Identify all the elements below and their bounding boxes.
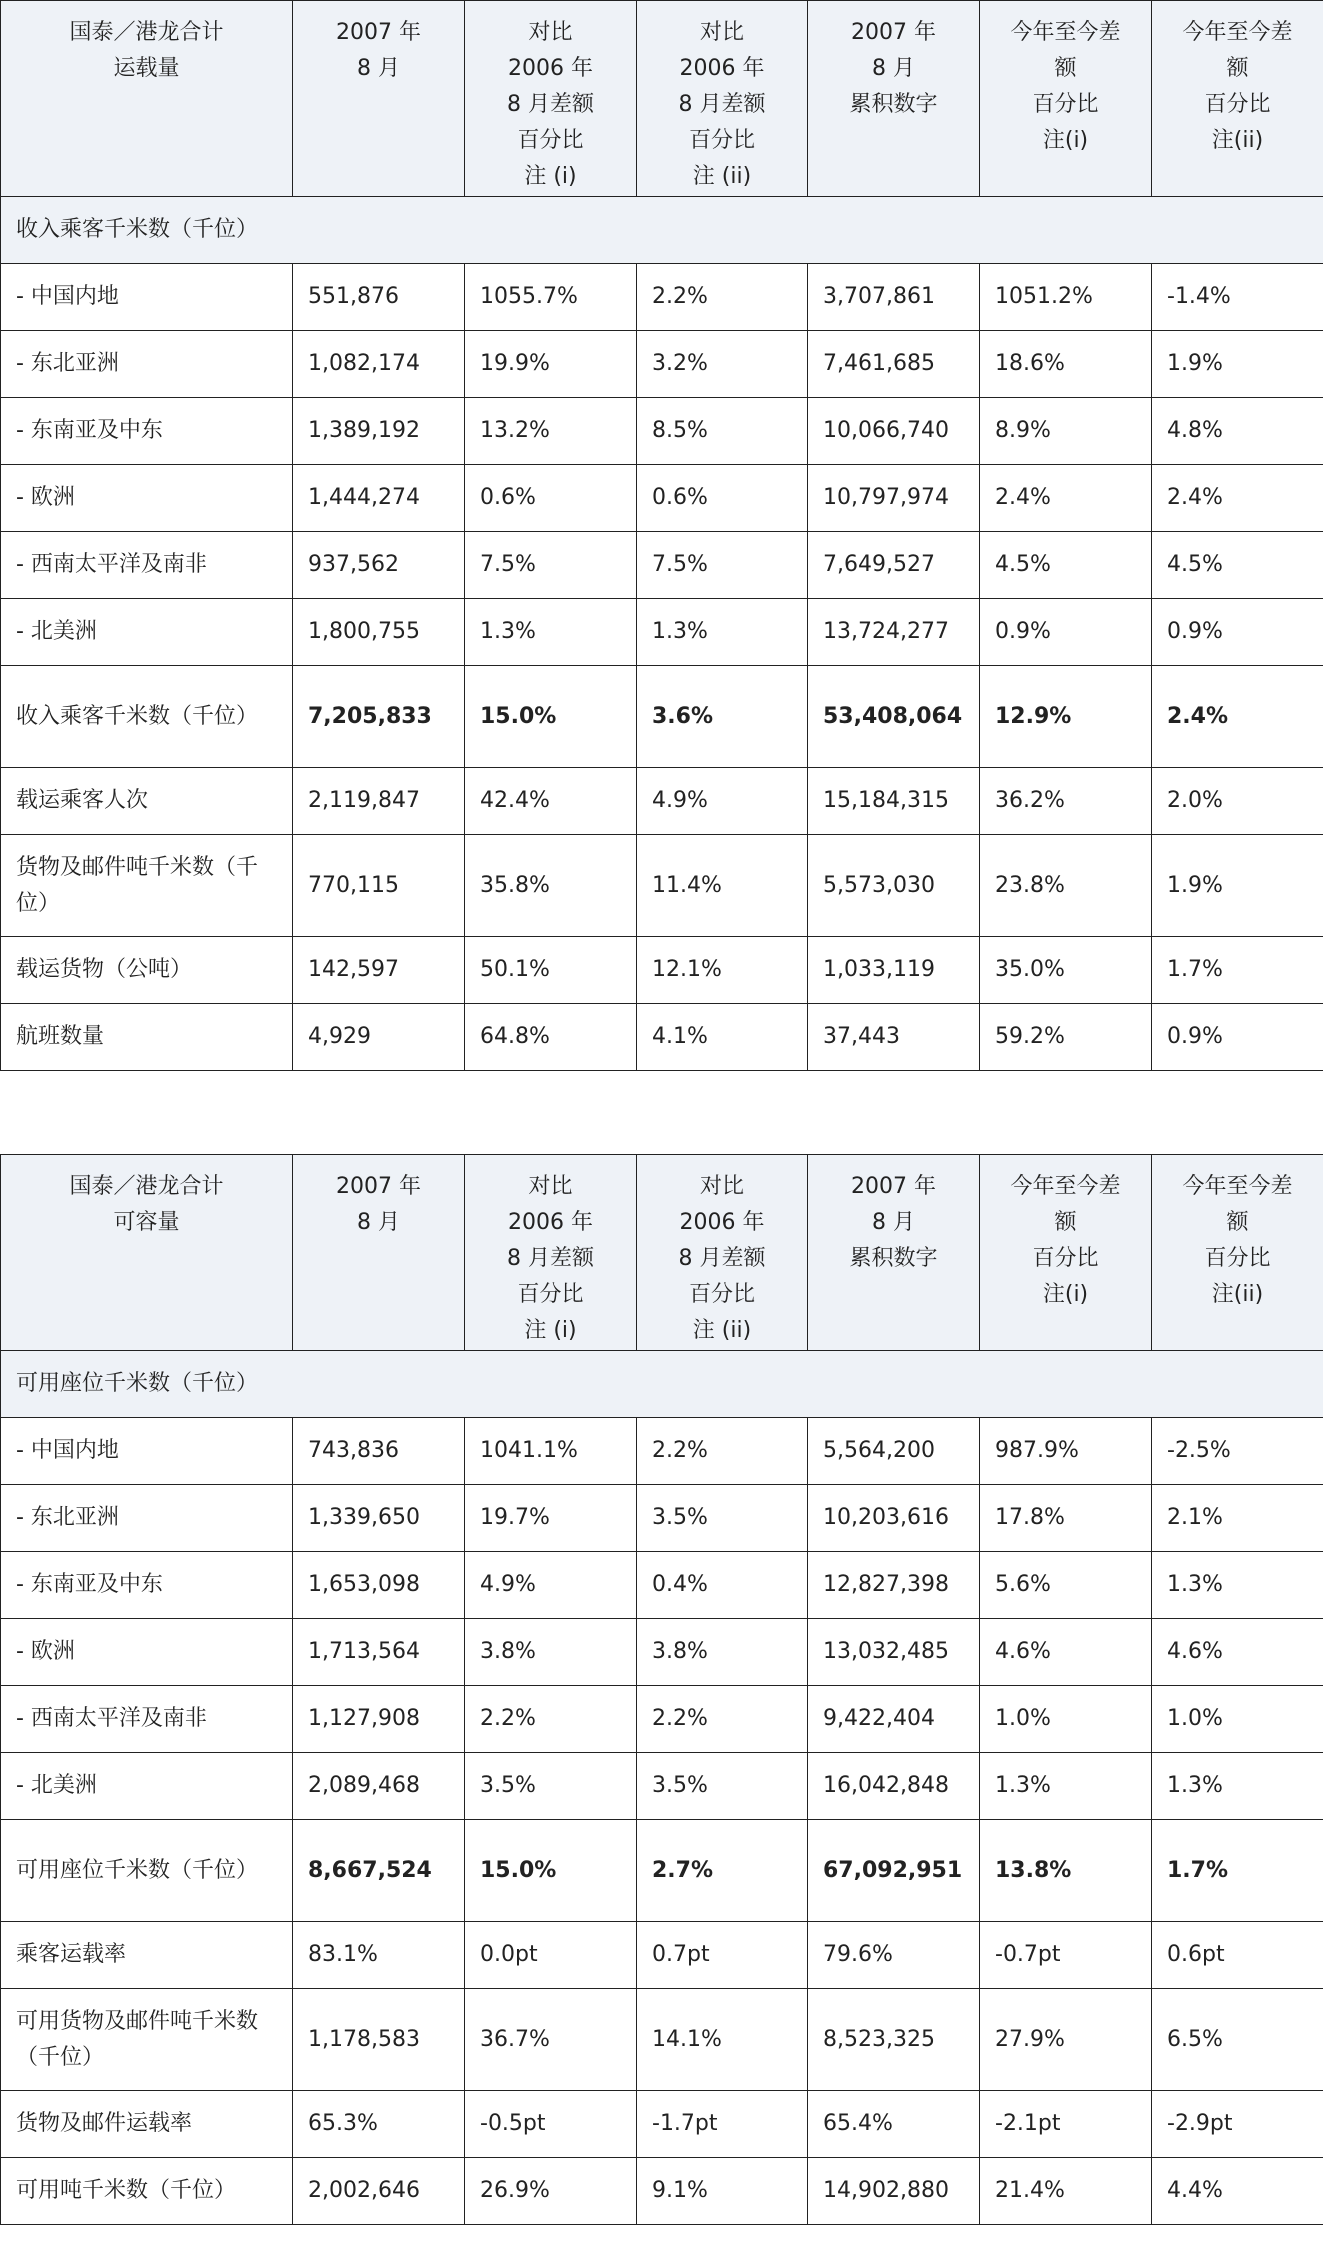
table-row	[1, 1989, 1323, 2091]
table-cell: 83.1%	[293, 1922, 465, 1989]
table-cell: 2,119,847	[293, 768, 465, 835]
table-row	[1, 937, 1323, 1004]
table-row	[1, 1753, 1323, 1820]
table-cell: -1.4%	[1152, 264, 1323, 331]
table-cell: 23.8%	[980, 835, 1152, 937]
section-row	[1, 197, 1323, 264]
table-cell: 3.5%	[465, 1753, 637, 1820]
table-cell: 9.1%	[637, 2158, 808, 2225]
table-cell: 0.9%	[980, 599, 1152, 666]
row-label: - 中国内地	[1, 264, 293, 331]
table-cell: 1,389,192	[293, 398, 465, 465]
table-cell: 2.4%	[1152, 666, 1323, 768]
table-cell: 2.2%	[465, 1686, 637, 1753]
table-cell: 0.9%	[1152, 599, 1323, 666]
table-cell: 4.6%	[1152, 1619, 1323, 1686]
table-cell: 16,042,848	[808, 1753, 980, 1820]
table-cell: 12,827,398	[808, 1552, 980, 1619]
table-cell: 2.2%	[637, 1686, 808, 1753]
table-row	[1, 1922, 1323, 1989]
table-cell: 2.0%	[1152, 768, 1323, 835]
table-cell: 15.0%	[465, 666, 637, 768]
table-cell: 2.4%	[980, 465, 1152, 532]
capacity-table	[0, 1154, 1323, 2225]
row-label: 可用货物及邮件吨千米数（千位）	[1, 1989, 293, 2091]
table-cell: 1055.7%	[465, 264, 637, 331]
table-cell: 15.0%	[465, 1820, 637, 1922]
table-cell: 4,929	[293, 1004, 465, 1071]
table-row	[1, 1004, 1323, 1071]
column-header: 对比 2006 年 8 月差额 百分比 注 (ii)	[637, 1155, 808, 1351]
table-cell: 1.3%	[1152, 1753, 1323, 1820]
table-cell: 26.9%	[465, 2158, 637, 2225]
column-header: 2007 年 8 月	[293, 1, 465, 197]
table-cell: 5,573,030	[808, 835, 980, 937]
column-header: 今年至今差 额 百分比 注(ii)	[1152, 1, 1323, 197]
table-row	[1, 398, 1323, 465]
table-row	[1, 1418, 1323, 1485]
table-cell: -2.5%	[1152, 1418, 1323, 1485]
table-cell: 3.8%	[465, 1619, 637, 1686]
traffic-table	[0, 0, 1323, 1071]
table-cell: 1,444,274	[293, 465, 465, 532]
table-cell: 0.7pt	[637, 1922, 808, 1989]
table-cell: 743,836	[293, 1418, 465, 1485]
table-cell: 1.3%	[980, 1753, 1152, 1820]
row-label: - 西南太平洋及南非	[1, 1686, 293, 1753]
table-cell: 1,127,908	[293, 1686, 465, 1753]
column-header: 对比 2006 年 8 月差额 百分比 注 (i)	[465, 1, 637, 197]
table-cell: 1,800,755	[293, 599, 465, 666]
table-cell: -0.7pt	[980, 1922, 1152, 1989]
table-cell: 14,902,880	[808, 2158, 980, 2225]
table-row	[1, 264, 1323, 331]
table-cell: 50.1%	[465, 937, 637, 1004]
table-cell: 0.4%	[637, 1552, 808, 1619]
table-cell: 3.5%	[637, 1485, 808, 1552]
row-label: 载运乘客人次	[1, 768, 293, 835]
row-label: - 北美洲	[1, 1753, 293, 1820]
table-cell: 7,461,685	[808, 331, 980, 398]
table-cell: 0.6%	[465, 465, 637, 532]
table-cell: 1.3%	[465, 599, 637, 666]
table-cell: 6.5%	[1152, 1989, 1323, 2091]
table-cell: -1.7pt	[637, 2091, 808, 2158]
table-cell: 1.7%	[1152, 1820, 1323, 1922]
table-cell: 42.4%	[465, 768, 637, 835]
table-cell: 4.9%	[637, 768, 808, 835]
table-cell: 1.0%	[980, 1686, 1152, 1753]
table-row	[1, 599, 1323, 666]
table-cell: 8,523,325	[808, 1989, 980, 2091]
table-cell: 13,032,485	[808, 1619, 980, 1686]
table-cell: 9,422,404	[808, 1686, 980, 1753]
table-cell: 5,564,200	[808, 1418, 980, 1485]
table-cell: 53,408,064	[808, 666, 980, 768]
header-row	[1, 1, 1323, 197]
table-row	[1, 2091, 1323, 2158]
table-cell: 19.9%	[465, 331, 637, 398]
row-label: - 西南太平洋及南非	[1, 532, 293, 599]
table-cell: 13.8%	[980, 1820, 1152, 1922]
table-cell: 2.7%	[637, 1820, 808, 1922]
table-cell: 1.0%	[1152, 1686, 1323, 1753]
table-cell: 4.6%	[980, 1619, 1152, 1686]
table-cell: 4.9%	[465, 1552, 637, 1619]
table-cell: 770,115	[293, 835, 465, 937]
table-row	[1, 1820, 1323, 1922]
table-cell: 0.6%	[637, 465, 808, 532]
table-cell: 17.8%	[980, 1485, 1152, 1552]
table-cell: 4.8%	[1152, 398, 1323, 465]
table-row	[1, 835, 1323, 937]
row-label: 乘客运载率	[1, 1922, 293, 1989]
table-row	[1, 1552, 1323, 1619]
table-cell: -2.9pt	[1152, 2091, 1323, 2158]
column-header: 国泰／港龙合计 可容量	[1, 1155, 293, 1351]
table-cell: 1.3%	[637, 599, 808, 666]
table-cell: 3.2%	[637, 331, 808, 398]
table-cell: 11.4%	[637, 835, 808, 937]
table-cell: 8,667,524	[293, 1820, 465, 1922]
table-row	[1, 2158, 1323, 2225]
table-cell: 5.6%	[980, 1552, 1152, 1619]
row-label: 可用吨千米数（千位）	[1, 2158, 293, 2225]
table-cell: 1,178,583	[293, 1989, 465, 2091]
table-cell: 4.5%	[1152, 532, 1323, 599]
table-cell: 13.2%	[465, 398, 637, 465]
table-cell: 7.5%	[465, 532, 637, 599]
table-row	[1, 465, 1323, 532]
table-cell: 2,002,646	[293, 2158, 465, 2225]
table-cell: 1,339,650	[293, 1485, 465, 1552]
table-cell: 3.8%	[637, 1619, 808, 1686]
table-cell: 1,033,119	[808, 937, 980, 1004]
table-cell: 12.1%	[637, 937, 808, 1004]
table-cell: 21.4%	[980, 2158, 1152, 2225]
table-cell: 12.9%	[980, 666, 1152, 768]
table-cell: 10,797,974	[808, 465, 980, 532]
table-cell: 3.6%	[637, 666, 808, 768]
section-row	[1, 1351, 1323, 1418]
table-cell: 142,597	[293, 937, 465, 1004]
section-label: 收入乘客千米数（千位）	[1, 197, 1323, 264]
table-cell: 1.9%	[1152, 835, 1323, 937]
table-cell: 4.4%	[1152, 2158, 1323, 2225]
table-cell: 3,707,861	[808, 264, 980, 331]
header-row	[1, 1155, 1323, 1351]
table-cell: 987.9%	[980, 1418, 1152, 1485]
column-header: 今年至今差 额 百分比 注(i)	[980, 1, 1152, 197]
column-header: 2007 年 8 月	[293, 1155, 465, 1351]
table-cell: 7.5%	[637, 532, 808, 599]
table-cell: 2.2%	[637, 264, 808, 331]
table-cell: 65.4%	[808, 2091, 980, 2158]
table-row	[1, 768, 1323, 835]
row-label: - 北美洲	[1, 599, 293, 666]
row-label: - 东南亚及中东	[1, 1552, 293, 1619]
table-row	[1, 666, 1323, 768]
row-label: 载运货物（公吨）	[1, 937, 293, 1004]
table-cell: 1,713,564	[293, 1619, 465, 1686]
table-cell: 8.5%	[637, 398, 808, 465]
table-row	[1, 331, 1323, 398]
table-row	[1, 1485, 1323, 1552]
column-header: 今年至今差 额 百分比 注(ii)	[1152, 1155, 1323, 1351]
row-label: - 中国内地	[1, 1418, 293, 1485]
row-label: - 欧洲	[1, 465, 293, 532]
table-cell: 0.0pt	[465, 1922, 637, 1989]
column-header: 国泰／港龙合计 运载量	[1, 1, 293, 197]
column-header: 对比 2006 年 8 月差额 百分比 注 (ii)	[637, 1, 808, 197]
table-cell: 14.1%	[637, 1989, 808, 2091]
section-label: 可用座位千米数（千位）	[1, 1351, 1323, 1418]
table-cell: 1051.2%	[980, 264, 1152, 331]
row-label: - 东南亚及中东	[1, 398, 293, 465]
table-cell: 36.2%	[980, 768, 1152, 835]
table-cell: -0.5pt	[465, 2091, 637, 2158]
column-header: 2007 年 8 月 累积数字	[808, 1155, 980, 1351]
row-label: 航班数量	[1, 1004, 293, 1071]
table-cell: -2.1pt	[980, 2091, 1152, 2158]
table-row	[1, 532, 1323, 599]
table-cell: 19.7%	[465, 1485, 637, 1552]
column-header: 2007 年 8 月 累积数字	[808, 1, 980, 197]
column-header: 对比 2006 年 8 月差额 百分比 注 (i)	[465, 1155, 637, 1351]
table-cell: 8.9%	[980, 398, 1152, 465]
table-cell: 59.2%	[980, 1004, 1152, 1071]
table-cell: 65.3%	[293, 2091, 465, 2158]
table-cell: 79.6%	[808, 1922, 980, 1989]
table-cell: 15,184,315	[808, 768, 980, 835]
table-cell: 64.8%	[465, 1004, 637, 1071]
table-cell: 2.2%	[637, 1418, 808, 1485]
table-cell: 18.6%	[980, 331, 1152, 398]
table-cell: 27.9%	[980, 1989, 1152, 2091]
table-cell: 7,205,833	[293, 666, 465, 768]
table-cell: 4.5%	[980, 532, 1152, 599]
table-cell: 2.1%	[1152, 1485, 1323, 1552]
table-cell: 10,203,616	[808, 1485, 980, 1552]
table-cell: 1,653,098	[293, 1552, 465, 1619]
table-cell: 1.9%	[1152, 331, 1323, 398]
table-row	[1, 1619, 1323, 1686]
table-cell: 551,876	[293, 264, 465, 331]
row-label: - 东北亚洲	[1, 331, 293, 398]
table-cell: 4.1%	[637, 1004, 808, 1071]
table-cell: 37,443	[808, 1004, 980, 1071]
row-label: - 东北亚洲	[1, 1485, 293, 1552]
table-cell: 1.7%	[1152, 937, 1323, 1004]
table-row	[1, 1686, 1323, 1753]
row-label: 货物及邮件吨千米数（千位）	[1, 835, 293, 937]
row-label: 货物及邮件运载率	[1, 2091, 293, 2158]
table-cell: 1,082,174	[293, 331, 465, 398]
table-cell: 0.6pt	[1152, 1922, 1323, 1989]
table-cell: 35.0%	[980, 937, 1152, 1004]
row-label: 可用座位千米数（千位）	[1, 1820, 293, 1922]
row-label: - 欧洲	[1, 1619, 293, 1686]
table-cell: 3.5%	[637, 1753, 808, 1820]
table-cell: 0.9%	[1152, 1004, 1323, 1071]
row-label: 收入乘客千米数（千位）	[1, 666, 293, 768]
column-header: 今年至今差 额 百分比 注(i)	[980, 1155, 1152, 1351]
table-cell: 937,562	[293, 532, 465, 599]
table-cell: 67,092,951	[808, 1820, 980, 1922]
table-cell: 13,724,277	[808, 599, 980, 666]
table-cell: 36.7%	[465, 1989, 637, 2091]
table-cell: 10,066,740	[808, 398, 980, 465]
table-cell: 2,089,468	[293, 1753, 465, 1820]
table-cell: 35.8%	[465, 835, 637, 937]
table-cell: 1.3%	[1152, 1552, 1323, 1619]
table-cell: 2.4%	[1152, 465, 1323, 532]
table-cell: 1041.1%	[465, 1418, 637, 1485]
table-cell: 7,649,527	[808, 532, 980, 599]
